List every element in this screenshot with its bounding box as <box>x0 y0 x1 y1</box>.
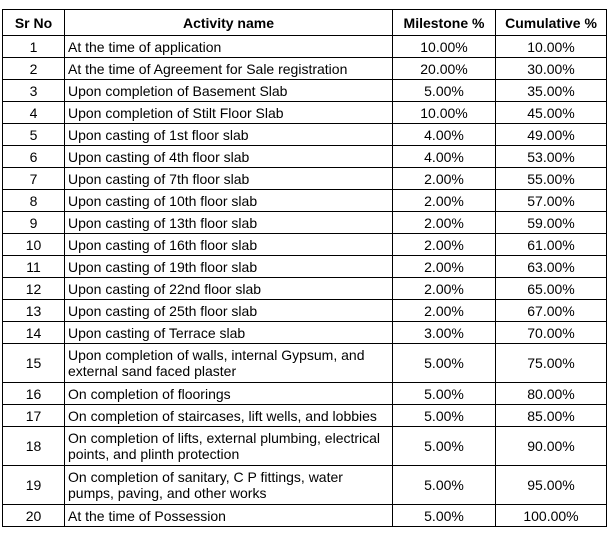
cell-sr-no: 11 <box>3 256 65 278</box>
cell-activity: Upon casting of 16th floor slab <box>65 234 393 256</box>
cell-milestone: 10.00% <box>393 36 496 58</box>
cell-sr-no: 18 <box>3 427 65 466</box>
cell-milestone: 20.00% <box>393 58 496 80</box>
cell-milestone: 4.00% <box>393 124 496 146</box>
cell-sr-no: 1 <box>3 36 65 58</box>
cell-milestone: 2.00% <box>393 190 496 212</box>
cell-sr-no: 3 <box>3 80 65 102</box>
table-row <box>3 256 607 278</box>
cell-cumulative: 100.00% <box>496 505 607 527</box>
table-row <box>3 212 607 234</box>
cell-milestone: 2.00% <box>393 234 496 256</box>
cell-cumulative: 49.00% <box>496 124 607 146</box>
cell-cumulative: 85.00% <box>496 405 607 427</box>
cell-activity: Upon casting of 25th floor slab <box>65 300 393 322</box>
cell-milestone: 3.00% <box>393 322 496 344</box>
cell-sr-no: 12 <box>3 278 65 300</box>
cell-milestone: 5.00% <box>393 466 496 505</box>
cell-activity: On completion of lifts, external plumbing, electrical points, and plinth protection <box>65 427 393 466</box>
cell-cumulative: 57.00% <box>496 190 607 212</box>
cell-cumulative: 35.00% <box>496 80 607 102</box>
cell-sr-no: 6 <box>3 146 65 168</box>
cell-cumulative: 90.00% <box>496 427 607 466</box>
cell-activity: Upon casting of Terrace slab <box>65 322 393 344</box>
cell-activity: Upon casting of 22nd floor slab <box>65 278 393 300</box>
payment-schedule-table <box>2 9 607 527</box>
table-row <box>3 102 607 124</box>
cell-milestone: 10.00% <box>393 102 496 124</box>
column-header-sr-no: Sr No <box>3 10 65 36</box>
cell-sr-no: 5 <box>3 124 65 146</box>
cell-sr-no: 20 <box>3 505 65 527</box>
cell-milestone: 2.00% <box>393 212 496 234</box>
cell-activity: Upon casting of 13th floor slab <box>65 212 393 234</box>
cell-cumulative: 63.00% <box>496 256 607 278</box>
cell-activity: Upon completion of Basement Slab <box>65 80 393 102</box>
cell-activity: Upon completion of walls, internal Gypsum, and external sand faced plaster <box>65 344 393 383</box>
table-row <box>3 124 607 146</box>
table-row <box>3 300 607 322</box>
cell-milestone: 2.00% <box>393 300 496 322</box>
cell-activity: Upon casting of 19th floor slab <box>65 256 393 278</box>
cell-activity: On completion of staircases, lift wells, and lobbies <box>65 405 393 427</box>
cell-activity: At the time of application <box>65 36 393 58</box>
cell-activity: Upon casting of 1st floor slab <box>65 124 393 146</box>
cell-cumulative: 55.00% <box>496 168 607 190</box>
cell-sr-no: 13 <box>3 300 65 322</box>
cell-sr-no: 15 <box>3 344 65 383</box>
cell-cumulative: 53.00% <box>496 146 607 168</box>
cell-milestone: 5.00% <box>393 383 496 405</box>
cell-milestone: 2.00% <box>393 278 496 300</box>
cell-milestone: 5.00% <box>393 427 496 466</box>
cell-activity: Upon completion of Stilt Floor Slab <box>65 102 393 124</box>
cell-cumulative: 75.00% <box>496 344 607 383</box>
table-row <box>3 466 607 505</box>
cell-activity: Upon casting of 7th floor slab <box>65 168 393 190</box>
cell-milestone: 2.00% <box>393 168 496 190</box>
cell-cumulative: 95.00% <box>496 466 607 505</box>
cell-activity: At the time of Possession <box>65 505 393 527</box>
cell-activity: Upon casting of 4th floor slab <box>65 146 393 168</box>
cell-cumulative: 67.00% <box>496 300 607 322</box>
column-header-cumulative: Cumulative % <box>496 10 607 36</box>
cell-milestone: 5.00% <box>393 505 496 527</box>
cell-cumulative: 10.00% <box>496 36 607 58</box>
cell-sr-no: 17 <box>3 405 65 427</box>
cell-sr-no: 2 <box>3 58 65 80</box>
cell-cumulative: 65.00% <box>496 278 607 300</box>
column-header-milestone: Milestone % <box>393 10 496 36</box>
table-row <box>3 58 607 80</box>
table-row <box>3 168 607 190</box>
cell-cumulative: 61.00% <box>496 234 607 256</box>
cell-sr-no: 16 <box>3 383 65 405</box>
table-row <box>3 36 607 58</box>
cell-milestone: 5.00% <box>393 344 496 383</box>
table-row <box>3 505 607 527</box>
column-header-activity: Activity name <box>65 10 393 36</box>
cell-milestone: 4.00% <box>393 146 496 168</box>
table-row <box>3 405 607 427</box>
cell-sr-no: 8 <box>3 190 65 212</box>
cell-cumulative: 30.00% <box>496 58 607 80</box>
cell-milestone: 2.00% <box>393 256 496 278</box>
cell-activity: Upon casting of 10th floor slab <box>65 190 393 212</box>
table-row <box>3 80 607 102</box>
cell-activity: On completion of floorings <box>65 383 393 405</box>
table-row <box>3 278 607 300</box>
table-row <box>3 383 607 405</box>
cell-cumulative: 45.00% <box>496 102 607 124</box>
cell-sr-no: 4 <box>3 102 65 124</box>
cell-milestone: 5.00% <box>393 405 496 427</box>
cell-cumulative: 59.00% <box>496 212 607 234</box>
table-row <box>3 146 607 168</box>
cell-activity: At the time of Agreement for Sale registration <box>65 58 393 80</box>
cell-cumulative: 80.00% <box>496 383 607 405</box>
table-row <box>3 427 607 466</box>
table-row <box>3 234 607 256</box>
cell-sr-no: 14 <box>3 322 65 344</box>
cell-sr-no: 9 <box>3 212 65 234</box>
cell-activity: On completion of sanitary, C P fittings, water pumps, paving, and other works <box>65 466 393 505</box>
table-row <box>3 322 607 344</box>
table-header-row <box>3 10 607 36</box>
cell-sr-no: 19 <box>3 466 65 505</box>
table-row <box>3 344 607 383</box>
cell-milestone: 5.00% <box>393 80 496 102</box>
cell-sr-no: 10 <box>3 234 65 256</box>
cell-sr-no: 7 <box>3 168 65 190</box>
cell-cumulative: 70.00% <box>496 322 607 344</box>
table-row <box>3 190 607 212</box>
